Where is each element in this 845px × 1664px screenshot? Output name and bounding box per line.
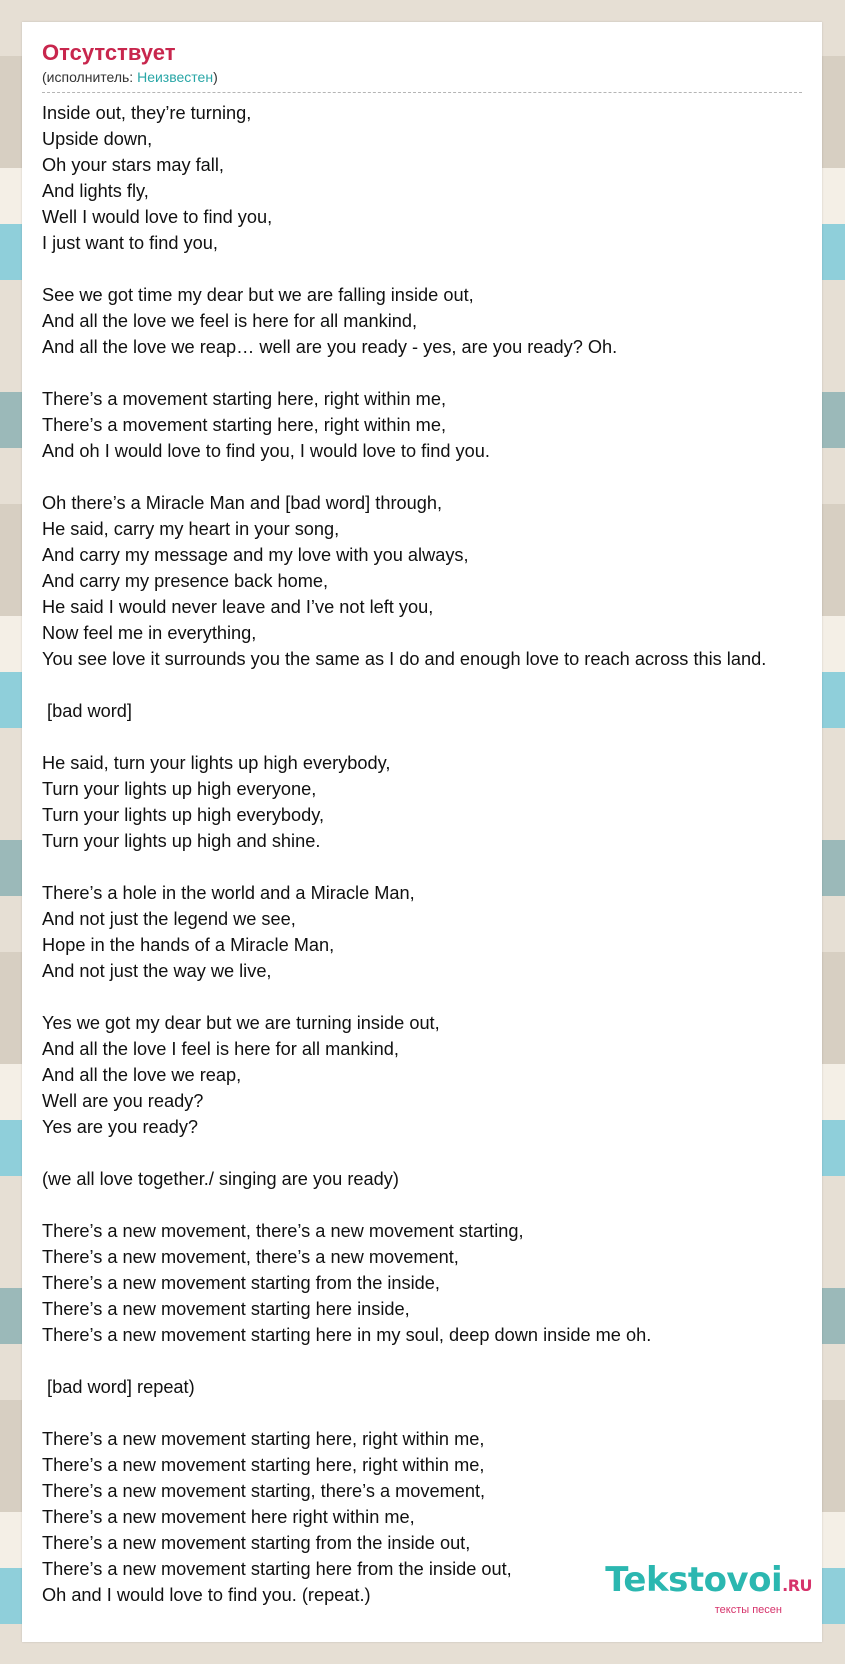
lyric-line: There’s a new movement starting here in my soul, deep down inside me oh. — [42, 1325, 652, 1345]
lyric-line: And not just the legend we see, — [42, 909, 296, 929]
lyric-line — [42, 256, 842, 282]
lyric-line: Inside out, they’re turning, — [42, 103, 252, 123]
logo-tagline: тексты песен — [714, 1604, 782, 1616]
lyric-line: There’s a movement starting here, right within me, — [42, 389, 447, 409]
lyric-line: There’s a new movement starting here inside, — [42, 1299, 410, 1319]
lyric-line — [42, 984, 842, 1010]
lyric-line: [bad word] — [42, 701, 132, 721]
lyric-line: He said, turn your lights up high everybody, — [42, 753, 391, 773]
lyric-line: Oh there’s a Miracle Man and [bad word] through, — [42, 493, 443, 513]
lyric-line: You see love it surrounds you the same as I do and enough love to reach across this land. — [42, 649, 767, 669]
lyric-line: There’s a new movement starting, there’s a movement, — [42, 1481, 486, 1501]
header-divider — [42, 92, 802, 93]
lyric-line: (we all love together./ singing are you ready) — [42, 1169, 399, 1189]
lyric-line: Now feel me in everything, — [42, 623, 257, 643]
lyric-line: There’s a new movement starting from the inside, — [42, 1273, 440, 1293]
logo-tld: .RU — [782, 1576, 812, 1595]
lyric-line — [42, 1400, 842, 1426]
performer-line — [42, 68, 822, 86]
lyric-line — [42, 672, 842, 698]
performer-suffix: ) — [213, 69, 218, 85]
lyric-line: I just want to find you, — [42, 233, 218, 253]
lyric-line: And carry my presence back home, — [42, 571, 329, 591]
site-logo[interactable] — [605, 1562, 812, 1616]
song-header — [42, 40, 822, 86]
lyric-line — [42, 724, 842, 750]
logo-wordmark — [605, 1562, 812, 1604]
performer-prefix: (исполнитель: — [42, 69, 138, 85]
lyrics-card — [22, 22, 822, 1642]
lyric-line — [42, 854, 842, 880]
lyric-line: And all the love I feel is here for all mankind, — [42, 1039, 399, 1059]
lyric-line: He said, carry my heart in your song, — [42, 519, 340, 539]
lyric-line: There’s a new movement here right within me, — [42, 1507, 415, 1527]
lyric-line: There’s a new movement, there’s a new movement starting, — [42, 1221, 524, 1241]
lyric-line: And oh I would love to find you, I would love to find you. — [42, 441, 490, 461]
lyric-line — [42, 464, 842, 490]
lyric-line: And lights fly, — [42, 181, 149, 201]
lyric-line — [42, 1348, 842, 1374]
lyric-line: Turn your lights up high everybody, — [42, 805, 325, 825]
logo-main-text: Tekstovoi — [605, 1560, 783, 1600]
lyric-line: Yes are you ready? — [42, 1117, 199, 1137]
lyric-line: There’s a new movement starting here, right within me, — [42, 1455, 485, 1475]
lyric-line: Well I would love to find you, — [42, 207, 273, 227]
lyric-line: Hope in the hands of a Miracle Man, — [42, 935, 335, 955]
lyric-line: Oh your stars may fall, — [42, 155, 224, 175]
song-title: Отсутствует — [42, 40, 176, 65]
lyric-line: Yes we got my dear but we are turning inside out, — [42, 1013, 440, 1033]
lyric-line: There’s a new movement starting here from the inside out, — [42, 1559, 512, 1579]
lyric-line — [42, 360, 842, 386]
lyric-line: There’s a movement starting here, right within me, — [42, 415, 447, 435]
lyric-line: And not just the way we live, — [42, 961, 272, 981]
lyric-line: See we got time my dear but we are falling inside out, — [42, 285, 474, 305]
lyric-line: And all the love we feel is here for all mankind, — [42, 311, 418, 331]
lyric-line: There’s a new movement starting from the inside out, — [42, 1533, 471, 1553]
lyric-line: There’s a hole in the world and a Miracle Man, — [42, 883, 415, 903]
lyric-line — [42, 1192, 842, 1218]
lyric-line: Oh and I would love to find you. (repeat.) — [42, 1585, 371, 1605]
lyric-line: There’s a new movement, there’s a new movement, — [42, 1247, 459, 1267]
lyric-line: Turn your lights up high everyone, — [42, 779, 317, 799]
lyric-line: He said I would never leave and I’ve not left you, — [42, 597, 434, 617]
lyric-line: There’s a new movement starting here, right within me, — [42, 1429, 485, 1449]
lyric-line: And all the love we reap… well are you ready - yes, are you ready? Oh. — [42, 337, 618, 357]
lyric-line: [bad word] repeat) — [42, 1377, 195, 1397]
lyric-line — [42, 1140, 842, 1166]
lyric-line: And carry my message and my love with you always, — [42, 545, 469, 565]
lyrics-body — [42, 100, 842, 1608]
lyric-line: And all the love we reap, — [42, 1065, 242, 1085]
lyric-line: Upside down, — [42, 129, 153, 149]
lyric-line: Turn your lights up high and shine. — [42, 831, 321, 851]
performer-link[interactable]: Неизвестен — [137, 69, 214, 85]
lyric-line: Well are you ready? — [42, 1091, 204, 1111]
